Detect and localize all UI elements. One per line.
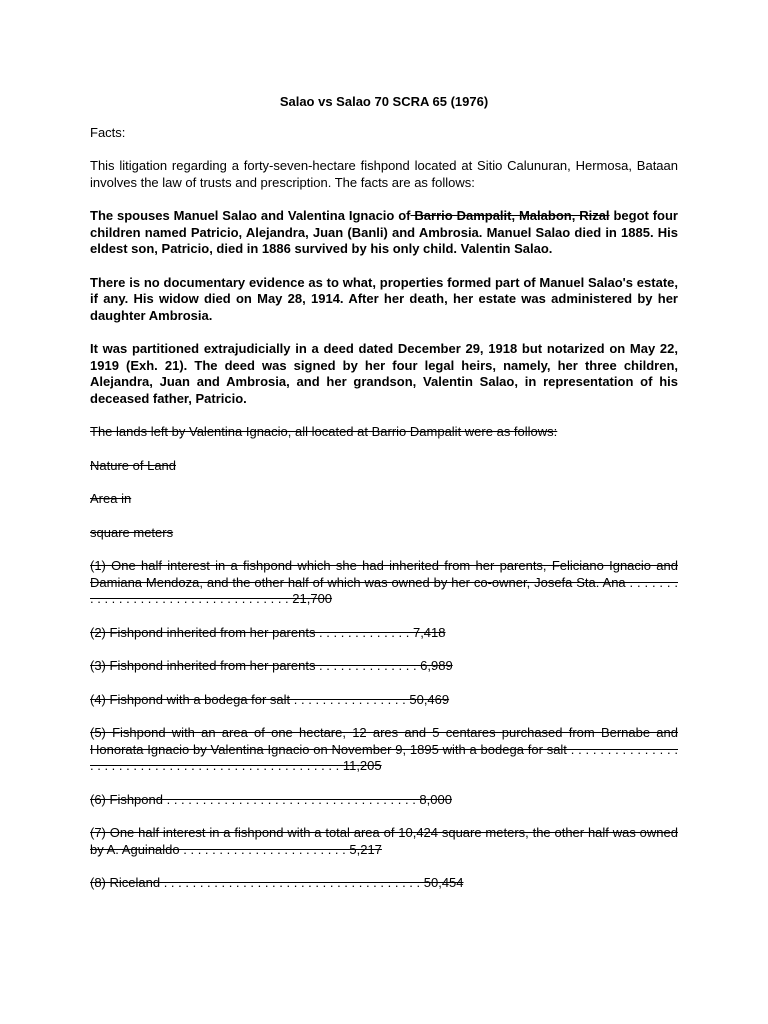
struck-location: Barrio Dampalit, Malabon, Rizal [410,208,610,223]
paragraph-spouses-start: The spouses Manuel Salao and Valentina Ignacio of [90,208,411,223]
land-item-5: (5) Fishpond with an area of one hectare, 12 ares and 5 centares purchased from Bernabe and Honorata Ignacio by Valentina Ignacio on November 9, 1895 with a bodega for salt . . . . . . . . . . . . . . . . . . . . . . . . . . . . . . . . . . . . . . . . . . . . . . . . . . 11,205 [90,725,678,773]
land-item-4: (4) Fishpond with a bodega for salt . . . . . . . . . . . . . . . . 50,469 [90,691,450,707]
land-item-8: (8) Riceland . . . . . . . . . . . . . . . . . . . . . . . . . . . . . . . . . . . . 50,454 [90,875,464,890]
land-item-2: (2) Fishpond inherited from her parents . . . . . . . . . . . . . 7,418 [90,624,446,640]
column-nature-of-land: Nature of Land [90,457,177,473]
document-title: Salao vs Salao 70 SCRA 65 (1976) [279,94,489,109]
land-item-7: (7) One half interest in a fishpond with a total area of 10,424 square meters, the other half was owned by A. Aguinaldo . . . . . . . . . . . . . . . . . . . . . . . 5,217 [90,825,678,857]
document-page [90,94,678,909]
column-area-in: Area in [90,491,132,506]
lands-intro: The lands left by Valentina Ignacio, all located at Barrio Dampalit were as follows: [90,424,558,439]
paragraph-spouses-end: begot four children named Patricio, Alejandra, Juan (Banli) and Ambrosia. Manuel Salao died in 1885. His eldest son, Patricio, died in 1886 survived by his only child. Valentin Salao. [90,208,678,256]
paragraph-estate: There is no documentary evidence as to what, properties formed part of Manuel Salao's estate, if any. His widow died on May 28, 1914. After her death, her estate was administered by her daughter Ambrosia. [90,274,678,323]
paragraph-partition: It was partitioned extrajudicially in a deed dated December 29, 1918 but notarized on May 22, 1919 (Exh. 21). The deed was signed by her four legal heirs, namely, her three children, Alejandra, Juan and Ambrosia, and her grandson, Valentin Salao, in representation of his deceased father, Patricio. [90,341,678,406]
land-item-3: (3) Fishpond inherited from her parents . . . . . . . . . . . . . . 6,989 [90,658,453,673]
intro-paragraph: This litigation regarding a forty-seven-hectare fishpond located at Sitio Calunuran, Hermosa, Bataan involves the law of trusts and prescription. The facts are as follows: [90,158,678,190]
land-item-6: (6) Fishpond . . . . . . . . . . . . . . . . . . . . . . . . . . . . . . . . . . . 8,000 [90,791,452,807]
column-square-meters: square meters [90,524,174,540]
facts-heading: Facts: [90,124,126,140]
paragraph-spouses [90,208,678,258]
land-item-1: (1) One half interest in a fishpond which she had inherited from her parents, Feliciano Ignacio and Damiana Mendoza, and the other half of which was owned by her co-owner, Josefa Sta. Ana . . . . . . . . . . . . . . . . . . . . . . . . . . . . . . . . . . . 21,700 [90,558,678,606]
